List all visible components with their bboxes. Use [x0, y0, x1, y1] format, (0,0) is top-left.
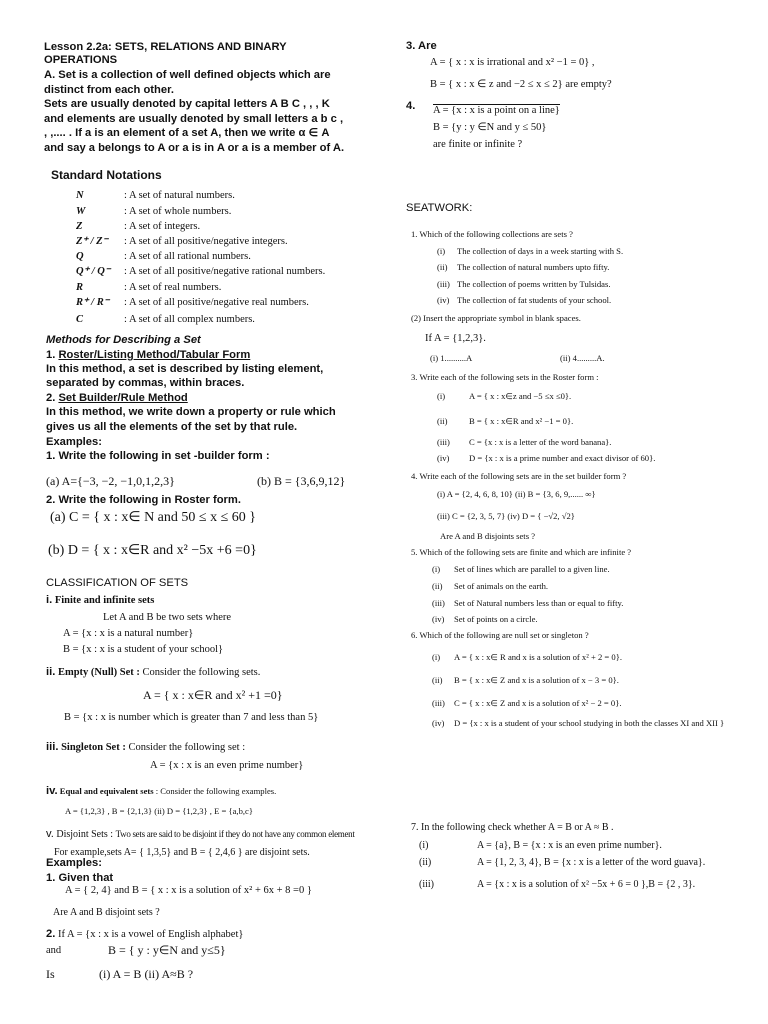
class-example1-question: Are A and B disjoint sets ? — [53, 907, 160, 918]
examples-label: Examples: — [46, 436, 102, 448]
example1-a: (a) A={−3, −2, −1,0,1,2,3} — [46, 474, 175, 488]
intro-line-3: Sets are usually denoted by capital letters A B C , , , K — [44, 98, 330, 110]
intro-line-1: A. Set is a collection of well defined objects which are — [44, 69, 331, 81]
class-example2-b: B = { y : y∈N and y≤5} — [108, 943, 226, 957]
method2-desc2: gives us all the elements of the set by that rule. — [46, 421, 298, 433]
method1-desc1: In this method, a set is described by listing element, — [46, 363, 324, 375]
seatwork-q2-ii: (ii) 4.........A. — [560, 353, 605, 363]
seatwork-q5-item: (i) Set of lines which are parallel to a given line. — [432, 564, 610, 574]
seatwork-q3-item: (ii) B = { x : x∈R and x² −1 = 0}. — [437, 416, 574, 426]
notation-row: N : A set of natural numbers. — [76, 190, 235, 201]
notation-row: W : A set of whole numbers. — [76, 206, 232, 217]
method2-heading: 2. Set Builder/Rule Method — [46, 392, 188, 404]
right-q4-number: 4. — [406, 100, 416, 112]
seatwork-q5-item: (iii) Set of Natural numbers less than or equal to fifty. — [432, 598, 624, 608]
seatwork-q4-i: (i) A = {2, 4, 6, 8, 10} (ii) B = {3, 6, 9,...... ∞} — [437, 489, 596, 499]
notation-row: Q⁺ / Q⁻ : A set of all positive/negative rational numbers. — [76, 266, 326, 277]
class-ii-heading: ii. Empty (Null) Set : Consider the following sets. — [46, 666, 261, 678]
class-example1: 1. Given that — [46, 872, 114, 884]
seatwork-q6: 6. Which of the following are null set or singleton ? — [411, 630, 589, 640]
notation-row: R⁺ / R⁻ : A set of all positive/negative real numbers. — [76, 297, 309, 308]
seatwork-q7-item: (ii) A = {1, 2, 3, 4}, B = {x : x is a letter of the word guava}. — [419, 857, 706, 868]
right-q4-c: are finite or infinite ? — [433, 139, 523, 150]
seatwork-q3-item: (i) A = { x : x∈z and −5 ≤x ≤0}. — [437, 391, 572, 401]
right-q3-number: 3. Are — [406, 40, 437, 52]
intro-line-2: distinct from each other. — [44, 84, 174, 96]
intro-line-5: , ,.... . If a is an element of a set A, then we write α ∈ A — [44, 127, 330, 139]
classification-heading: CLASSIFICATION OF SETS — [46, 577, 189, 589]
example1-b: (b) B = {3,6,9,12} — [257, 474, 346, 488]
right-q3-a: A = { x : x is irrational and x² −1 = 0} , — [430, 57, 595, 68]
standard-notations-heading: Standard Notations — [51, 168, 162, 182]
seatwork-q6-item: (ii) B = { x : x∈ Z and x is a solution of x − 3 = 0}. — [432, 675, 619, 685]
seatwork-q4-tail: Are A and B disjoints sets ? — [440, 531, 536, 541]
notation-row: R : A set of real numbers. — [76, 282, 222, 293]
class-i-line1: Let A and B be two sets where — [103, 612, 232, 623]
lesson-title-line2: OPERATIONS — [44, 54, 118, 66]
class-ii-line2: B = {x : x is number which is greater than 7 and less than 5} — [64, 712, 319, 723]
class-i-line2: A = {x : x is a natural number} — [63, 628, 194, 639]
seatwork-q1-item: (iv) The collection of fat students of your school. — [437, 295, 612, 305]
intro-line-4: and elements are usually denoted by small letters a b c , — [44, 113, 344, 125]
example2-prompt: 2. Write the following in Roster form. — [46, 494, 241, 506]
class-example2-line: 2. If A = {x : x is a vowel of English alphabet} — [46, 928, 244, 940]
seatwork-q7-item: (iii) A = {x : x is a solution of x² −5x + 6 = 0 },B = {2 , 3}. — [419, 879, 696, 890]
class-v-line1: For example,sets A= { 1,3,5} and B = { 2,4,6 } are disjoint sets. — [54, 847, 310, 858]
seatwork-q1: 1. Which of the following collections are sets ? — [411, 229, 573, 239]
seatwork-q1-item: (i) The collection of days in a week starting with S. — [437, 246, 624, 256]
seatwork-q7: 7. In the following check whether A = B or A ≈ B . — [411, 822, 614, 833]
seatwork-q6-item: (iii) C = { x : x∈ Z and x is a solution of x² − 2 = 0}. — [432, 698, 622, 708]
seatwork-q2-if: If A = {1,2,3}. — [425, 333, 486, 344]
seatwork-heading: SEATWORK: — [406, 202, 473, 214]
notation-row: Z⁺ / Z⁻ : A set of all positive/negative integers. — [76, 236, 288, 247]
example2-a: (a) C = { x : x∈ N and 50 ≤ x ≤ 60 } — [50, 510, 256, 525]
right-q4-b: B = {y : y ∈N and y ≤ 50} — [433, 122, 547, 133]
class-iii-heading: iii. Singleton Set : Consider the following set : — [46, 741, 246, 753]
class-example2-and: and — [46, 945, 62, 956]
seatwork-q3: 3. Write each of the following sets in the Roster form : — [411, 372, 599, 382]
right-q4-a: A = {x : x is a point on a line} — [433, 105, 560, 116]
seatwork-q3-item: (iv) D = {x : x is a prime number and exact divisor of 60}. — [437, 453, 656, 463]
seatwork-q3-item: (iii) C = {x : x is a letter of the word banana}. — [437, 437, 612, 447]
example1-prompt: 1. Write the following in set -builder form : — [46, 450, 270, 462]
class-iii-line1: A = {x : x is an even prime number} — [150, 760, 304, 771]
seatwork-q2-i: (i) 1..........A — [430, 353, 473, 363]
class-example2-question: (i) A = B (ii) A≈B ? — [99, 967, 194, 981]
seatwork-q6-item: (i) A = { x : x∈ R and x is a solution of x² + 2 = 0}. — [432, 652, 622, 662]
class-iv-heading: iv. Equal and equivalent sets : Consider the following examples. — [46, 785, 277, 797]
right-q3-b: B = { x : x ∈ z and −2 ≤ x ≤ 2} are empty? — [430, 79, 612, 90]
seatwork-q5-item: (iv) Set of points on a circle. — [432, 614, 538, 624]
class-ii-line1: A = { x : x∈R and x² +1 =0} — [143, 688, 283, 702]
method1-heading: 1. Roster/Listing Method/Tabular Form — [46, 349, 251, 361]
class-v-heading: v. Disjoint Sets : Two sets are said to be disjoint if they do not have any common element — [46, 828, 355, 840]
seatwork-q5-item: (ii) Set of animals on the earth. — [432, 581, 549, 591]
seatwork-q7-item: (i) A = {a}, B = {x : x is an even prime number}. — [419, 840, 662, 851]
example2-b: (b) D = { x : x∈R and x² −5x +6 =0} — [48, 543, 257, 558]
method1-desc2: separated by commas, within braces. — [46, 377, 245, 389]
notation-row: Z : A set of integers. — [76, 221, 201, 232]
lesson-title-line1: Lesson 2.2a: SETS, RELATIONS AND BINARY — [44, 41, 287, 53]
seatwork-q1-item: (iii) The collection of poems written by Tulsidas. — [437, 279, 611, 289]
seatwork-q2: (2) Insert the appropriate symbol in blank spaces. — [411, 313, 581, 323]
notation-row: Q : A set of all rational numbers. — [76, 251, 251, 262]
class-iv-line1: A = {1,2,3} , B = {2,1,3} (ii) D = {1,2,3} , E = {a,b,c} — [65, 806, 253, 816]
seatwork-q6-item: (iv) D = {x : x is a student of your school studying in both the classes XI and XII } — [432, 718, 725, 728]
class-example2-is: Is — [46, 967, 55, 981]
methods-heading: Methods for Describing a Set — [46, 334, 201, 346]
class-example1-line: A = { 2, 4} and B = { x : x is a solution of x² + 6x + 8 =0 } — [65, 885, 312, 896]
class-examples-label: Examples: — [46, 857, 102, 869]
intro-line-6: and say a belongs to A or a is in A or a is a member of A. — [44, 142, 345, 154]
seatwork-q4-iii: (iii) C = {2, 3, 5, 7} (iv) D = { −√2, √2} — [437, 511, 575, 521]
class-i-line3: B = {x : x is a student of your school} — [63, 644, 224, 655]
method2-desc1: In this method, we write down a property or rule which — [46, 406, 336, 418]
seatwork-q5: 5. Which of the following sets are finite and which are infinite ? — [411, 547, 632, 557]
seatwork-q4: 4. Write each of the following sets are in the set builder form ? — [411, 471, 627, 481]
class-i-heading: i. Finite and infinite sets — [46, 594, 155, 606]
notation-row: C : A set of all complex numbers. — [76, 314, 255, 325]
seatwork-q1-item: (ii) The collection of natural numbers upto fifty. — [437, 262, 610, 272]
